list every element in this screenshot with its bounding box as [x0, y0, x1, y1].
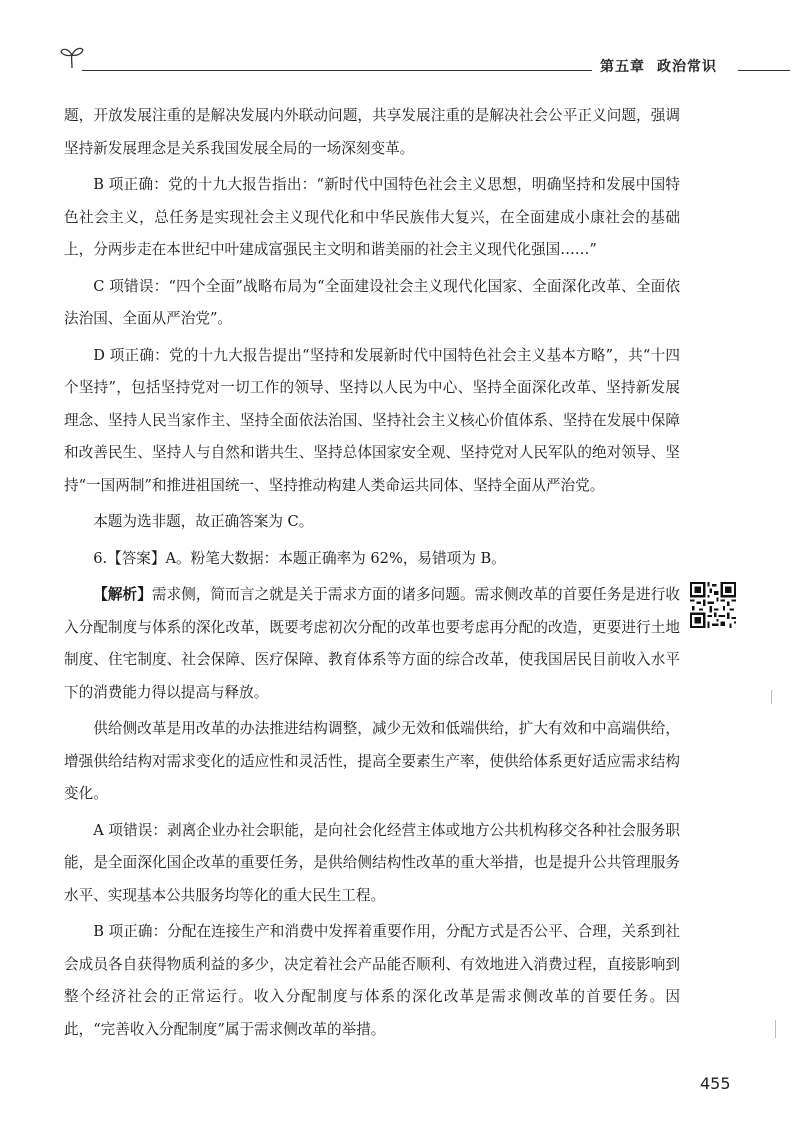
- page-number: 455: [700, 1074, 731, 1093]
- leaf-icon: [60, 44, 84, 70]
- paragraph-option-d: D 项正确：党的十九大报告提出“坚持和发展新时代中国特色社会主义基本方略”，共“十四个坚持”，包括坚持党对一切工作的领导、坚持以人民为中心、坚持全面深化改革、坚持新发展理念、坚持人民当家作主、坚持全面依法治国、坚持社会主义核心价值体系、坚持在发展中保障和改善民生、坚持人与自然和谐共生、坚持总体国家安全观、坚持党对人民军队的绝对领导、坚持“一国两制”和推进祖国统一、坚持推动构建人类命运共同体、坚持全面从严治党。: [64, 346, 680, 494]
- chapter-number: 第五章: [600, 59, 645, 75]
- paragraph-continuation: 题，开放发展注重的是解决发展内外联动问题，共享发展注重的是解决社会公平正义问题，强调坚持新发展理念是关系我国发展全局的一场深刻变革。: [64, 107, 680, 157]
- chapter-title: 政治常识: [657, 59, 717, 75]
- header-rule: [82, 70, 592, 71]
- paragraph-option-b-2: B 项正确：分配在连接生产和消费中发挥着重要作用，分配方式是否公平、合理，关系到社会成员各自获得物质利益的多少，决定着社会产品能否顺利、有效地进入消费过程，直接影响到整个经济社会的正常运行。收入分配制度与体系的深化改革是需求侧改革的首要任务。因此，“完善收入分配制度”属于需求侧改革的举措。: [64, 923, 680, 1038]
- chapter-heading: [600, 56, 729, 76]
- margin-mark: [771, 690, 772, 704]
- analysis-text: 需求侧，简而言之就是关于需求方面的诸多问题。需求侧改革的首要任务是进行收入分配制度与体系的深化改革，既要考虑初次分配的改革也要考虑再分配的改造，更要进行土地制度、住宅制度、社会保障、医疗保障、教育体系等方面的综合改革，使我国居民目前收入水平下的消费能力得以提高与释放。: [64, 586, 680, 701]
- answer-6: [64, 543, 680, 576]
- answer-label: 6.【答案】: [93, 549, 166, 567]
- analysis-label: 【解析】: [93, 586, 152, 603]
- paragraph-option-c: C 项错误：“四个全面”战略布局为“全面建设社会主义现代化国家、全面深化改革、全面依法治国、全面从严治党”。: [64, 277, 680, 327]
- header-rule-right: [738, 70, 790, 71]
- page-header: [0, 0, 800, 90]
- answer-text: A。粉笔大数据：本题正确率为 62%，易错项为 B。: [165, 549, 506, 567]
- paragraph-supply-side: 供给侧改革是用改革的办法推进结构调整，减少无效和低端供给，扩大有效和中高端供给，增强供给结构对需求变化的适应性和灵活性，提高全要素生产率，使供给体系更好适应需求结构变化。: [64, 720, 680, 802]
- paragraph-option-a: A 项错误：剥离企业办社会职能，是向社会化经营主体或地方公共机构移交各种社会服务职能，是全面深化国企改革的重要任务，是供给侧结构性改革的重大举措，也是提升公共管理服务水平、实现基本公共服务均等化的重大民生工程。: [64, 821, 680, 904]
- paragraph-conclusion: 本题为选非题，故正确答案为 C。: [93, 513, 314, 530]
- qr-code-icon[interactable]: [690, 582, 736, 628]
- analysis-paragraph: [64, 579, 680, 709]
- margin-mark: [775, 1020, 776, 1038]
- paragraph-option-b: B 项正确：党的十九大报告指出：“新时代中国特色社会主义思想，明确坚持和发展中国特色社会主义，总任务是实现社会主义现代化和中华民族伟大复兴，在全面建成小康社会的基础上，分两步走在本世纪中叶建成富强民主文明和谐美丽的社会主义现代化强国……”: [64, 176, 680, 258]
- answer-explanations: [64, 100, 680, 1046]
